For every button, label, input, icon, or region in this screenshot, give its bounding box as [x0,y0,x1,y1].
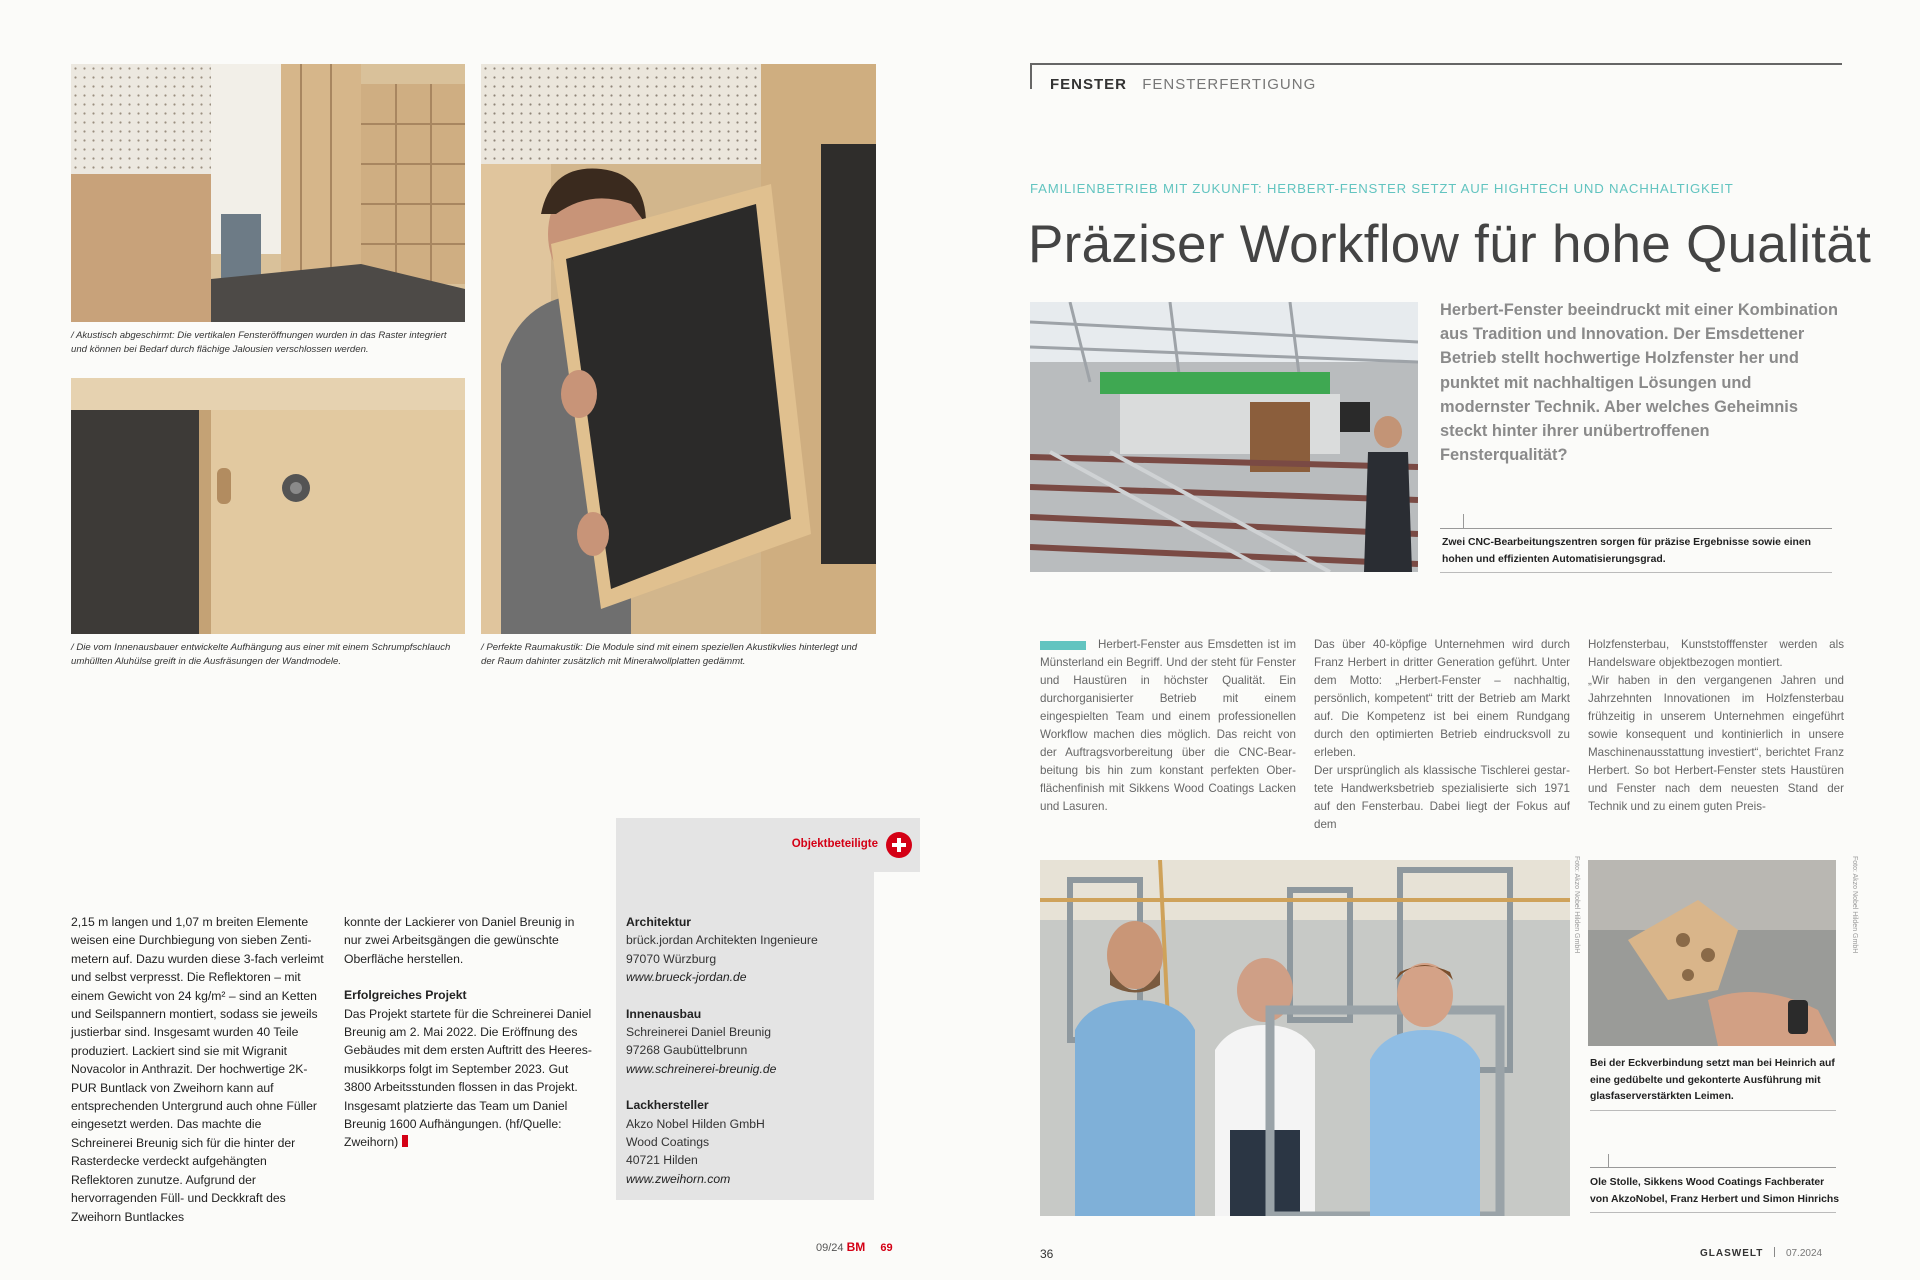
end-mark [402,1135,408,1147]
cnc-caption: Zwei CNC-Bearbeitungszentren sorgen für präzise Ergebnisse sowie einen hohen und effizienten Automatisierungsgrad. [1442,537,1811,565]
participant-line: Schreinerei Daniel Breunig [626,1025,771,1040]
section-title: FENSTER [1050,76,1128,93]
panel-caption: / Perfekte Raumakustik: Die Module sind mit einem speziellen Akustikvlies hinterlegt und der Raum dahinter zusätzlich mit Mineralwollplatten gedämmt. [481,642,858,667]
section-header [1050,76,1316,93]
right-col-1-text: Herbert-Fenster aus Emsdetten ist im Münsterland ein Begriff. Und der steht für Fenster und Haustüren in höchster Qualität. Ein durchorganisierter Betrieb mit einem eingespielten Team und einem professionellen Workflow machen dies möglich. Das reicht von der Auftragsvorbereitung über die CNC-Bearbeitung bis hin zum konstant perfekten Oberflächenfinish mit Sikkens Wood Coatings Lacken und Lasuren. [1040,638,1296,813]
panel-photo [481,64,876,634]
hanger-caption: / Die vom Innenausbauer entwickelte Aufhängung aus einer mit einem Schrumpfschlauch umhüllten Aluhülse greift in die Ausfräsungen der Wandmodele. [71,642,451,667]
participant-line: brück.jordan Architekten Ingenieure [626,933,818,948]
left-col-1 [71,913,325,1226]
participant-heading-architecture: Architektur [626,915,692,929]
headline: Präziser Workflow für hohe Qualität [1028,215,1872,274]
right-col-3b: „Wir haben in den vergangenen Jahren und Jahrzehnten Innovationen im Holzfensterbau frühzeitig in unserem Unternehmen eingeführt sowie konsequent und kontinierlich in unsere Maschinenausstattung investiert“, berichtet Franz Herbert. So bot Herbert-Fenster stets Haustüren und Fenster nach dem neuesten Stand der Technik und zu einem guten Preis- [1588,674,1844,813]
room-photo [71,64,465,322]
left-col-1-text: 2,15 m langen und 1,07 m breiten Elemente weisen eine Durchbiegung von sieben Zentimetern auf. Dazu wurden diese 3-fach verleimt und selbst verpresst. Die Reflektoren – mit einem Gewicht von 24 kg/m² – sind an Ketten und Seilspannern montiert, sodass sie jeweils justierbar sind. Insgesamt wurden 40 Teile produziert. Lackiert sind sie mit Wigranit Novacolor in Anthrazit. Der hochwertige 2K-PUR Buntlack von Zweihorn kann auf entsprechenden Untergrund auch ohne Füller eingesetzt werden. Das machte die Schreinerei Breunig sich für die hinter der Rasterdecke verdeckt aufgehängten Reflektoren zunutze. Aufgrund der hervorragenden Füll- und Deckkraft des Zweihorn Buntlackes [71,915,324,1224]
participant-link-interior[interactable]: www.schreinerei-breunig.de [626,1061,777,1076]
people-photo-art [1040,860,1570,1216]
cnc-photo [1030,302,1418,572]
hanger-photo-art [71,378,465,634]
right-col-1 [1040,636,1296,816]
left-col-2 [344,913,594,1152]
participant-link-paint[interactable]: www.zweihorn.com [626,1171,731,1186]
photo-credit-2: Foto: Akzo Nobel Hilden GmbH [1851,856,1858,954]
participant-line: 97268 Gaubüttelbrunn [626,1043,748,1058]
right-col-2 [1314,636,1570,834]
room-caption: / Akustisch abgeschirmt: Die vertikalen Fensteröffnungen wurden in das Raster integriert und können bei Bedarf durch flächige Jalousien verschlossen werden. [71,330,447,355]
left-col-2-body-text: Das Projekt startete für die Schreinerei Daniel Breunig am 2. Mai 2022. Die Eröffnung des Gebäudes mit dem ersten Auftritt des Heeresmusikkorps folgt im September 2023. Gut 3800 Arbeitsstunden flossen in das Projekt. Insgesamt platzierte das Team um Daniel Breunig 1600 Aufhängungen. (hf/Quelle: Zweihorn) [344,1006,592,1150]
right-footer-issue: 07.2024 [1785,1248,1823,1259]
corner-photo [1588,860,1836,1046]
participant-line: 97070 Würzburg [626,951,717,966]
right-col-2a: Das über 40-köpfige Unternehmen wird durch Franz Herbert in dritter Generation geführt. Unter dem Motto: „Herbert-Fenster – nachhaltig, persönlich, kompetent“ tritt der Betrieb am Markt auf. Die Kompetenz ist bei einem Rundgang durch den optimierten Betrieb eindrucksvoll zu erleben. [1314,638,1570,759]
room-photo-art [71,64,465,322]
participant-heading-interior: Innenausbau [626,1006,702,1021]
people-caption-tick [1608,1154,1609,1167]
right-footer-page: 36 [1040,1247,1054,1261]
left-footer-issue: 09/24 [816,1242,844,1254]
right-footer-brand [1700,1247,1822,1259]
corner-caption: Bei der Eckverbindung setzt man bei Heinrich auf eine gedübelte und gekonterte Ausführung mit glasfaserverstärkten Leimen. [1590,1058,1835,1102]
panel-photo-art [481,64,876,634]
cnc-photo-art [1030,302,1418,572]
subsection-title: FENSTERFERTIGUNG [1142,76,1317,93]
people-caption-rule [1590,1167,1836,1168]
participant-link-architecture[interactable]: www.brueck-jordan.de [626,970,747,985]
lead-text: Herbert-Fenster beeindruckt mit einer Kombination aus Tradition und Innovation. Der Emsdettener Betrieb stellt hochwertige Holzfenster her und punktet mit nachhaltigen Lösungen und modernster Technik. Aber welches Geheimnis steckt hinter ihrer unübertroffenen Fensterqualität? [1440,301,1838,465]
left-col-2-body [344,1005,594,1152]
right-col-2b: Der ursprünglich als klassische Tischlerei gestartete Handwerksbetrieb spezialisierte sich 1971 auf den Fensterbau. Dabei liegt der Fokus auf dem [1314,764,1570,831]
cnc-caption-bottom-rule [1440,572,1832,573]
people-caption-bottom-rule [1590,1212,1836,1213]
left-footer [816,1240,893,1254]
section-rule [1030,63,1842,65]
participant-line: 40721 Hilden [626,1153,698,1168]
plus-icon [886,832,912,858]
participant-heading-paint: Lackhersteller [626,1098,709,1113]
plus-icon-v [897,838,901,852]
project-participants-title: Objektbeteiligte [791,838,878,850]
left-col-2-heading: Erfolgreiches Projekt [344,988,467,1003]
right-col-3a: Holzfensterbau, Kunststofffenster werden als Handelsware objektbezogen montiert. [1588,638,1844,669]
corner-caption-rule [1590,1110,1836,1111]
people-photo [1040,860,1570,1216]
corner-photo-art [1588,860,1836,1046]
photo-credit-1: Foto: Akzo Nobel Hilden GmbH [1573,856,1580,954]
left-col-2-intro: konnte der Lackierer von Daniel Breunig in nur zwei Arbeitsgängen die gewünschte Oberfläche herstellen. [344,915,575,966]
footer-divider [1774,1247,1775,1257]
left-footer-page: 69 [880,1242,893,1254]
right-footer-brand-name: GLASWELT [1700,1248,1764,1259]
cnc-caption-rule [1440,528,1832,529]
people-caption: Ole Stolle, Sikkens Wood Coatings Fachberater von AkzoNobel, Franz Herbert und Simon Hinrichs [1590,1177,1840,1205]
left-footer-brand: BM [846,1240,866,1254]
cnc-caption-tick [1463,514,1464,528]
right-col-3 [1588,636,1844,816]
hanger-photo [71,378,465,634]
participant-line: Wood Coatings [626,1135,710,1150]
kicker: FAMILIENBETRIEB MIT ZUKUNFT: HERBERT-FENSTER SETZT AUF HIGHTECH UND NACHHALTIGKEIT [1030,181,1734,196]
participant-line: Akzo Nobel Hilden GmbH [626,1116,765,1131]
section-rule-left [1030,63,1032,89]
participants-list [626,913,866,1188]
